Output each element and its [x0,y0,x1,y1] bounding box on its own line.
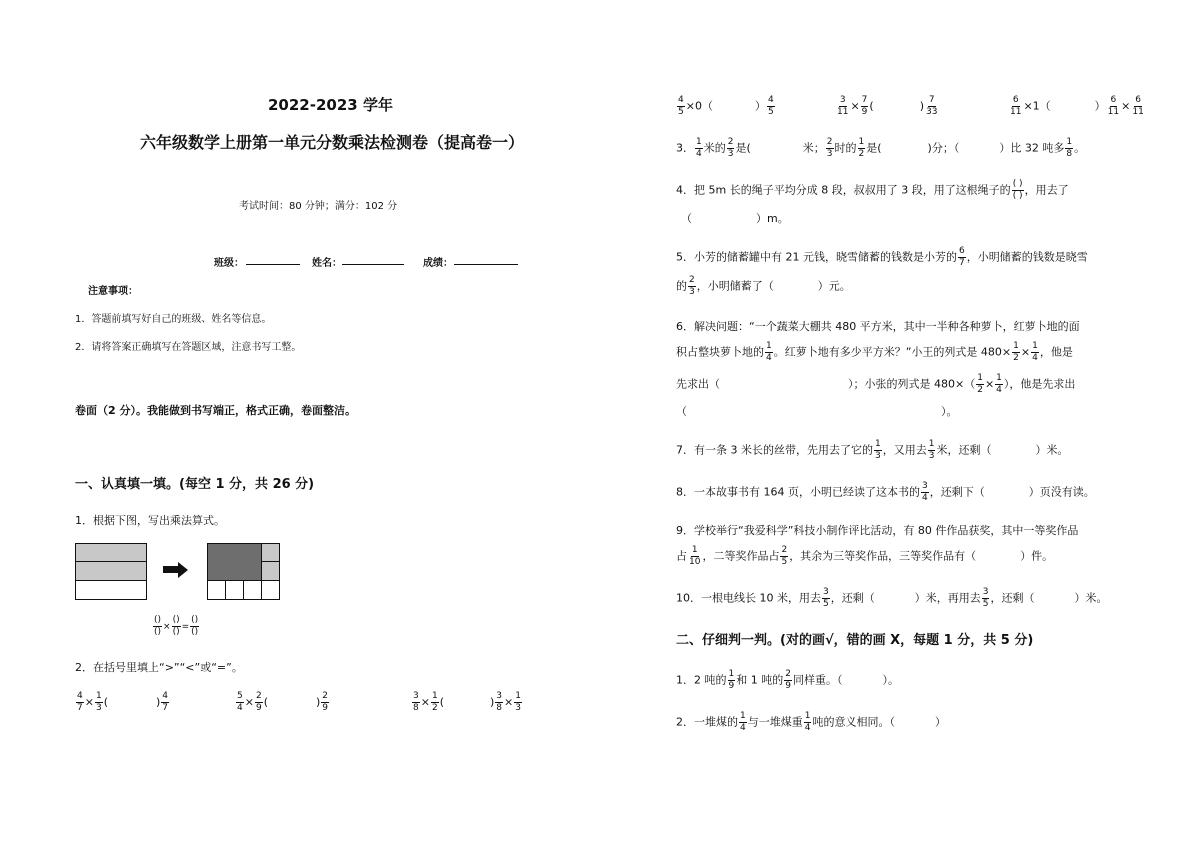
compare-item: $\frac{5}{4}$ × $\frac{2}{9}$ ( ) $\frac{2}{9}$ [237,691,329,713]
question-7: 7．有一条 3 米长的丝带，先用去了它的 $\frac{1}{3}$ ，又用去 $\frac{1}{3}$ 米，还剩（ ）米。 [676,439,1069,461]
note-item: 1．答题前填写好自己的班级、姓名等信息。 [75,314,272,325]
question-4: 4．把 5m 长的绳子平均分成 8 段，叔叔用了 3 段，用了这根绳子的 $\frac{( )}{( )}$ ，用去了 [676,179,1069,201]
question-2: 2．在括号里填上“>”“<”或“=”。 [75,661,243,674]
section2-heading: 二、仔细判一判。(对的画√，错的画 X，每题 1 分，共 5 分) [676,633,1034,648]
question-3: 3． $\frac{1}{4}$ 米的 $\frac{2}{3}$ 是( 米； $\frac{2}{3}$ 时的 $\frac{1}{2}$ 是( )分；（ ）比 32 吨多 $\frac{1}{8}$ 。 [676,137,1086,159]
compare-item: $\frac{6}{11}$ ×1（ ） $\frac{6}{11}$ × $\frac{6}{11}$ [1010,95,1144,117]
judge-question-2: 2．一堆煤的 $\frac{1}{4}$ 与一堆煤重 $\frac{1}{4}$ 吨的意义相同。（ ） [676,711,946,733]
page-title: 六年级数学上册第一单元分数乘法检测卷（提高卷一） [140,133,525,152]
question-8: 8．一本故事书有 164 页，小明已经读了这本书的 $\frac{3}{4}$ ，还剩下（ ）页没有读。 [676,481,1095,503]
year-title: 2022-2023 学年 [268,96,393,114]
section1-heading: 一、认真填一填。(每空 1 分，共 26 分) [75,477,315,492]
question-6-line3: 先求出（ ）；小张的列式是 480×（ $\frac{1}{2}$ × $\frac{1}{4}$ ），他是先求出 [676,373,1076,395]
class-label: 班级： [214,258,244,269]
question-5-line2: 的 $\frac{2}{3}$ ，小明储蓄了（ ）元。 [676,275,851,297]
compare-item: $\frac{4}{5}$ ×0（ ） $\frac{4}{5}$ [678,95,774,117]
name-label: 姓名： [312,258,342,269]
compare-item: $\frac{4}{7}$ × $\frac{1}{3}$ ( ) $\frac{4}{7}$ [77,691,169,713]
question-5: 5．小芳的储蓄罐中有 21 元钱，晓雪储蓄的钱数是小芳的 $\frac{6}{7}$ ，小明储蓄的钱数是晓雪 [676,246,1088,268]
name-field[interactable] [342,264,404,265]
question-10: 10．一根电线长 10 米，用去 $\frac{3}{5}$ ，还剩（ ）米，再用去 $\frac{3}{5}$ ，还剩（ ）米。 [676,587,1108,609]
note-item: 2．请将答案正确填写在答题区域，注意书写工整。 [75,342,302,353]
notes-heading: 注意事项： [88,286,138,297]
score-field[interactable] [454,264,518,265]
question-1: 1．根据下图，写出乘法算式。 [75,514,225,527]
arrow-head-icon [178,562,188,578]
q1-formula: $\frac{()}{()}$ × $\frac{()}{()}$ = $\frac{()}{()}$ [154,615,199,637]
compare-item: $\frac{3}{11}$ × $\frac{7}{9}$ ( ) $\frac{7}{33}$ [837,95,938,117]
question-4-answer: （ ）m。 [681,212,789,225]
judge-question-1: 1．2 吨的 $\frac{1}{9}$ 和 1 吨的 $\frac{2}{9}$ 同样重。（ ）。 [676,669,899,691]
compare-item: $\frac{3}{8}$ × $\frac{1}{2}$ ( ) $\frac{3}{8}$ × $\frac{1}{3}$ [413,691,521,713]
question-6-line2: 积占整块萝卜地的 $\frac{1}{4}$ 。红萝卜地有多少平方米？”小王的列式是 480× $\frac{1}{2}$ × $\frac{1}{4}$ ，他是 [676,341,1073,363]
neatness-note: 卷面（2 分）。我能做到书写端正，格式正确，卷面整洁。 [75,404,356,417]
question-9-line2: 占 $\frac{1}{10}$ ，二等奖作品占 $\frac{2}{5}$ ，其余为三等奖作品，三等奖作品有（ ）件。 [676,545,1054,567]
arrow-right-icon [163,566,179,573]
question-9: 9．学校举行“我爱科学”科技小制作评比活动，有 80 件作品获奖，其中一等奖作品 [676,524,1079,537]
score-label: 成绩： [423,258,453,269]
exam-info: 考试时间：80 分钟；满分：102 分 [239,201,398,212]
class-field[interactable] [246,264,300,265]
question-6-line4: （ ）。 [676,405,958,418]
question-6: 6．解决问题：“一个蔬菜大棚共 480 平方米，其中一半种各种萝卜，红萝卜地的面 [676,320,1080,333]
